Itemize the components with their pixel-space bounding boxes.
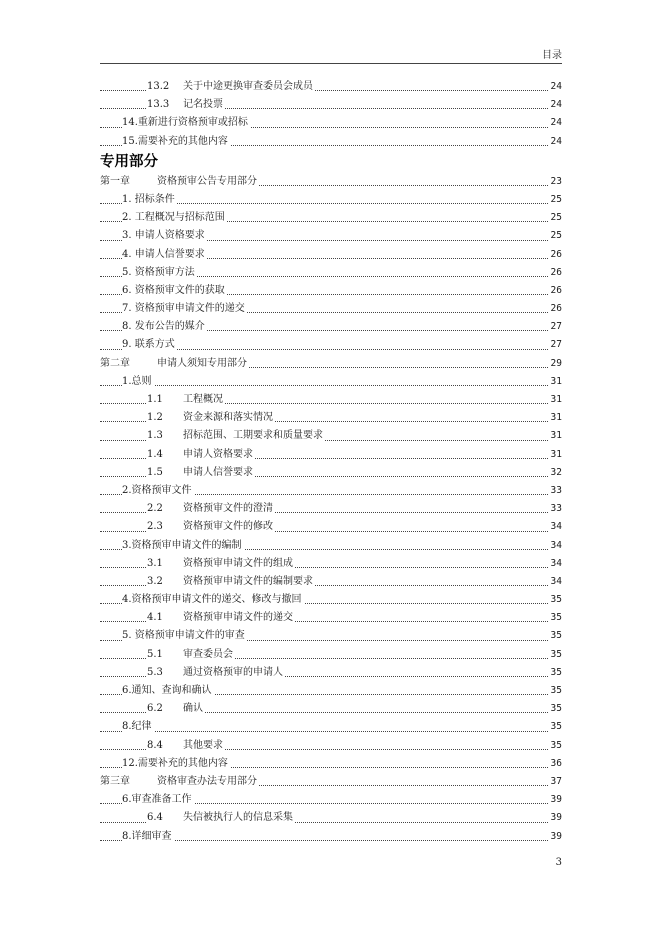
toc-entry-title: 资格预审文件的修改 — [183, 521, 273, 533]
toc-entry-code: 4.1 — [147, 612, 163, 624]
toc-entry-page: 23 — [548, 173, 562, 191]
toc-entry-label — [122, 246, 207, 264]
toc-entry[interactable] — [100, 609, 562, 627]
toc-entry-label — [147, 500, 275, 518]
toc-entry-label — [100, 173, 259, 191]
toc-entry-label — [147, 409, 275, 427]
toc-entry-label — [122, 227, 207, 245]
toc-entry-code: 5.3 — [147, 666, 163, 678]
toc-entry-label — [122, 627, 247, 645]
toc-entry-title: 12.需要补充的其他内容 — [122, 757, 228, 769]
toc-entry-label — [147, 464, 255, 482]
toc-entry[interactable] — [100, 646, 562, 664]
toc-entry-page: 37 — [548, 773, 562, 791]
toc-continued-group — [100, 78, 562, 151]
toc-entry-label — [122, 133, 230, 151]
toc-entry-page: 26 — [548, 282, 562, 300]
toc-entry-title: 2. 工程概况与招标范围 — [122, 212, 225, 224]
toc-entry-label — [100, 773, 259, 791]
toc-entry-page: 26 — [548, 246, 562, 264]
toc-entry-page: 34 — [548, 537, 562, 555]
toc-entry-code: 6.2 — [147, 703, 163, 715]
toc-entry-title: 通过资格预审的申请人 — [183, 666, 283, 678]
toc-entry-title: 8.详细审查 — [122, 830, 172, 842]
toc-entry-page: 24 — [548, 78, 562, 96]
toc-entry-code: 1.4 — [147, 448, 163, 460]
toc-entry-title: 资格预审申请文件的编制要求 — [183, 575, 313, 587]
toc-entry-label — [122, 282, 227, 300]
toc-entry-label — [147, 664, 285, 682]
toc-entry-title: 确认 — [183, 703, 203, 715]
toc-chapter-entry[interactable] — [100, 355, 562, 373]
toc-entry[interactable] — [100, 555, 562, 573]
toc-entry[interactable] — [100, 209, 562, 227]
toc-entry-label — [122, 318, 207, 336]
toc-entry[interactable] — [100, 537, 562, 555]
toc-entry[interactable] — [100, 518, 562, 536]
section-title: 专用部分 — [100, 153, 158, 170]
toc-entry-code: 1.1 — [147, 394, 163, 405]
toc-entry-title: 招标范围、工期要求和质量要求 — [183, 430, 323, 442]
toc-entry-label — [122, 482, 194, 500]
toc-entry-page: 39 — [548, 791, 562, 809]
toc-entry-title: 14.重新进行资格预审或招标 — [122, 117, 248, 129]
toc-entry-title: 2.资格预审文件 — [122, 484, 192, 496]
toc-entry-label — [122, 114, 250, 132]
toc-entry-page: 35 — [548, 718, 562, 736]
toc-entry-title: 申请人须知专用部分 — [157, 357, 247, 369]
toc-entry-title: 审查委员会 — [183, 648, 233, 660]
running-header: 目录 — [542, 50, 562, 61]
toc-entry-label — [147, 78, 315, 96]
toc-entry[interactable] — [100, 755, 562, 773]
toc-entry[interactable] — [100, 78, 562, 96]
toc-entry-page: 25 — [548, 227, 562, 245]
toc-entry-page: 35 — [548, 627, 562, 645]
toc-entry-title: 3.资格预审申请文件的编制 — [122, 539, 242, 551]
toc-entry[interactable] — [100, 191, 562, 209]
toc-entry-title: 1. 招标条件 — [122, 193, 175, 205]
toc-entry-page: 24 — [548, 133, 562, 151]
toc-entry-page: 33 — [548, 500, 562, 518]
toc-entry-code: 6.4 — [147, 812, 163, 824]
toc-entry[interactable] — [100, 246, 562, 264]
toc-entry-title: 资金来源和落实情况 — [183, 412, 273, 424]
toc-entry[interactable] — [100, 591, 562, 609]
toc-entry-page: 31 — [548, 427, 562, 445]
toc-entry-title: 9. 联系方式 — [122, 339, 175, 351]
toc-entry-code: 1.5 — [147, 466, 163, 478]
toc-entry-title: 5. 资格预审方法 — [122, 266, 195, 278]
toc-entry-code: 1.2 — [147, 412, 163, 424]
dot-leader — [100, 731, 548, 732]
dot-leader — [100, 385, 548, 386]
toc-entry-title: 7. 资格预审申请文件的递交 — [122, 303, 245, 315]
toc-entry-page: 25 — [548, 191, 562, 209]
toc-entry-label — [147, 518, 275, 536]
toc-entry[interactable] — [100, 791, 562, 809]
toc-entry-label — [122, 682, 214, 700]
toc-entry-label — [122, 209, 227, 227]
toc-chapter-entry[interactable] — [100, 173, 562, 191]
toc-entry-label — [147, 446, 255, 464]
toc-entry-label — [147, 737, 225, 755]
toc-entry-code: 第三章 — [100, 775, 130, 787]
toc-entry-label — [147, 609, 295, 627]
toc-entry[interactable] — [100, 500, 562, 518]
toc-entry-code: 2.3 — [147, 521, 163, 533]
header-divider — [100, 63, 562, 64]
toc-entry[interactable] — [100, 427, 562, 445]
toc-entry[interactable] — [100, 227, 562, 245]
toc-entry-page: 29 — [548, 355, 562, 373]
toc-chapter-entry[interactable] — [100, 773, 562, 791]
toc-entry-page: 27 — [548, 336, 562, 354]
toc-entry-page: 24 — [548, 96, 562, 114]
toc-entry-label — [147, 809, 295, 827]
toc-entry-code: 第一章 — [100, 175, 130, 187]
toc-entry-page: 35 — [548, 737, 562, 755]
toc-entry-title: 资格预审申请文件的组成 — [183, 557, 293, 569]
toc-entry[interactable] — [100, 446, 562, 464]
toc-entry-page: 31 — [548, 409, 562, 427]
toc-entry-title: 关于中途更换审查委员会成员 — [183, 81, 313, 92]
toc-entry[interactable] — [100, 482, 562, 500]
toc-entry-page: 33 — [548, 482, 562, 500]
toc-entry-title: 5. 资格预审申请文件的审查 — [122, 630, 245, 642]
toc-entry-label — [147, 573, 315, 591]
toc-entry-page: 27 — [548, 318, 562, 336]
toc-entry-label — [122, 373, 154, 391]
toc-entry[interactable] — [100, 264, 562, 282]
toc-entry[interactable] — [100, 409, 562, 427]
toc-entry-label — [100, 355, 249, 373]
toc-entry-title: 资格预审申请文件的递交 — [183, 612, 293, 624]
toc-entry-page: 35 — [548, 664, 562, 682]
toc-entry-page: 31 — [548, 373, 562, 391]
toc-entry-title: 15.需要补充的其他内容 — [122, 135, 228, 147]
toc-entry-code: 3.1 — [147, 557, 163, 569]
toc-entry[interactable] — [100, 718, 562, 736]
toc-entry[interactable] — [100, 627, 562, 645]
toc-entry[interactable] — [100, 373, 562, 391]
toc-entry-page: 39 — [548, 828, 562, 846]
toc-entry-label — [147, 555, 295, 573]
toc-specific-group — [100, 173, 562, 846]
toc-entry-page: 35 — [548, 609, 562, 627]
toc-entry-title: 申请人信誉要求 — [183, 466, 253, 478]
toc-entry[interactable] — [100, 336, 562, 354]
toc-entry-title: 6.审查准备工作 — [122, 794, 192, 806]
toc-entry[interactable] — [100, 282, 562, 300]
toc-entry-title: 6.通知、查询和确认 — [122, 685, 212, 696]
toc-entry-label — [122, 791, 194, 809]
toc-entry-title: 工程概况 — [183, 394, 223, 405]
toc-entry-label — [122, 537, 244, 555]
toc-entry-title: 资格预审公告专用部分 — [157, 175, 257, 187]
toc-entry-page: 39 — [548, 809, 562, 827]
toc-entry-title: 8. 发布公告的媒介 — [122, 321, 205, 333]
toc-entry-label — [147, 700, 205, 718]
toc-entry-label — [147, 427, 325, 445]
toc-entry-label — [147, 96, 225, 114]
toc-entry-page: 35 — [548, 682, 562, 700]
toc-entry-code: 第二章 — [100, 357, 130, 369]
toc-entry[interactable] — [100, 318, 562, 336]
toc-entry-code: 2.2 — [147, 503, 163, 515]
toc-entry-code: 13.3 — [147, 99, 170, 111]
toc-entry[interactable] — [100, 828, 562, 846]
toc-entry[interactable] — [100, 391, 562, 409]
toc-entry-page: 26 — [548, 264, 562, 282]
toc-entry-label — [122, 264, 197, 282]
toc-entry[interactable] — [100, 682, 562, 700]
toc-entry-code: 13.2 — [147, 81, 170, 92]
toc-entry-label — [122, 755, 230, 773]
toc-entry-page: 25 — [548, 209, 562, 227]
toc-entry-page: 31 — [548, 391, 562, 409]
toc-entry[interactable] — [100, 573, 562, 591]
toc-entry[interactable] — [100, 664, 562, 682]
toc-entry-label — [122, 336, 177, 354]
toc-entry[interactable] — [100, 133, 562, 151]
toc-entry-title: 申请人资格要求 — [183, 448, 253, 460]
toc-entry-label — [147, 391, 225, 409]
toc-entry-title: 失信被执行人的信息采集 — [183, 812, 293, 824]
toc-entry-label — [122, 718, 154, 736]
toc-entry-title: 4.资格预审申请文件的递交、修改与撤回 — [122, 594, 302, 606]
toc-entry-label — [122, 828, 174, 846]
toc-entry[interactable] — [100, 300, 562, 318]
toc-entry-page: 35 — [548, 700, 562, 718]
toc-entry-code: 3.2 — [147, 575, 163, 587]
toc-entry-code: 5.1 — [147, 648, 163, 660]
toc-entry[interactable] — [100, 737, 562, 755]
toc-entry-title: 其他要求 — [183, 739, 223, 751]
toc-entry-title: 8.纪律 — [122, 721, 152, 733]
toc-entry-title: 资格审查办法专用部分 — [157, 775, 257, 787]
toc-entry-page: 32 — [548, 464, 562, 482]
toc-entry[interactable] — [100, 700, 562, 718]
toc-entry[interactable] — [100, 114, 562, 132]
page-number: 3 — [555, 857, 562, 868]
toc-entry-label — [147, 646, 235, 664]
table-of-contents — [100, 78, 562, 846]
toc-entry-page: 35 — [548, 646, 562, 664]
toc-entry-page: 31 — [548, 446, 562, 464]
toc-entry-page: 34 — [548, 573, 562, 591]
toc-entry[interactable] — [100, 464, 562, 482]
toc-entry-title: 资格预审文件的澄清 — [183, 503, 273, 515]
toc-entry-label — [122, 191, 177, 209]
toc-entry-title: 6. 资格预审文件的获取 — [122, 284, 225, 296]
toc-entry-page: 34 — [548, 518, 562, 536]
toc-entry[interactable] — [100, 96, 562, 114]
toc-entry-title: 4. 申请人信誉要求 — [122, 248, 205, 260]
toc-entry-page: 36 — [548, 755, 562, 773]
toc-entry-label — [122, 591, 304, 609]
toc-entry[interactable] — [100, 809, 562, 827]
toc-entry-label — [122, 300, 247, 318]
toc-entry-code: 1.3 — [147, 430, 163, 442]
toc-entry-page: 26 — [548, 300, 562, 318]
toc-entry-page: 24 — [548, 114, 562, 132]
toc-entry-page: 34 — [548, 555, 562, 573]
toc-entry-code: 8.4 — [147, 739, 163, 751]
toc-entry-title: 1.总则 — [122, 375, 152, 387]
toc-entry-title: 3. 申请人资格要求 — [122, 230, 205, 242]
toc-entry-page: 35 — [548, 591, 562, 609]
toc-entry-title: 记名投票 — [183, 99, 223, 111]
